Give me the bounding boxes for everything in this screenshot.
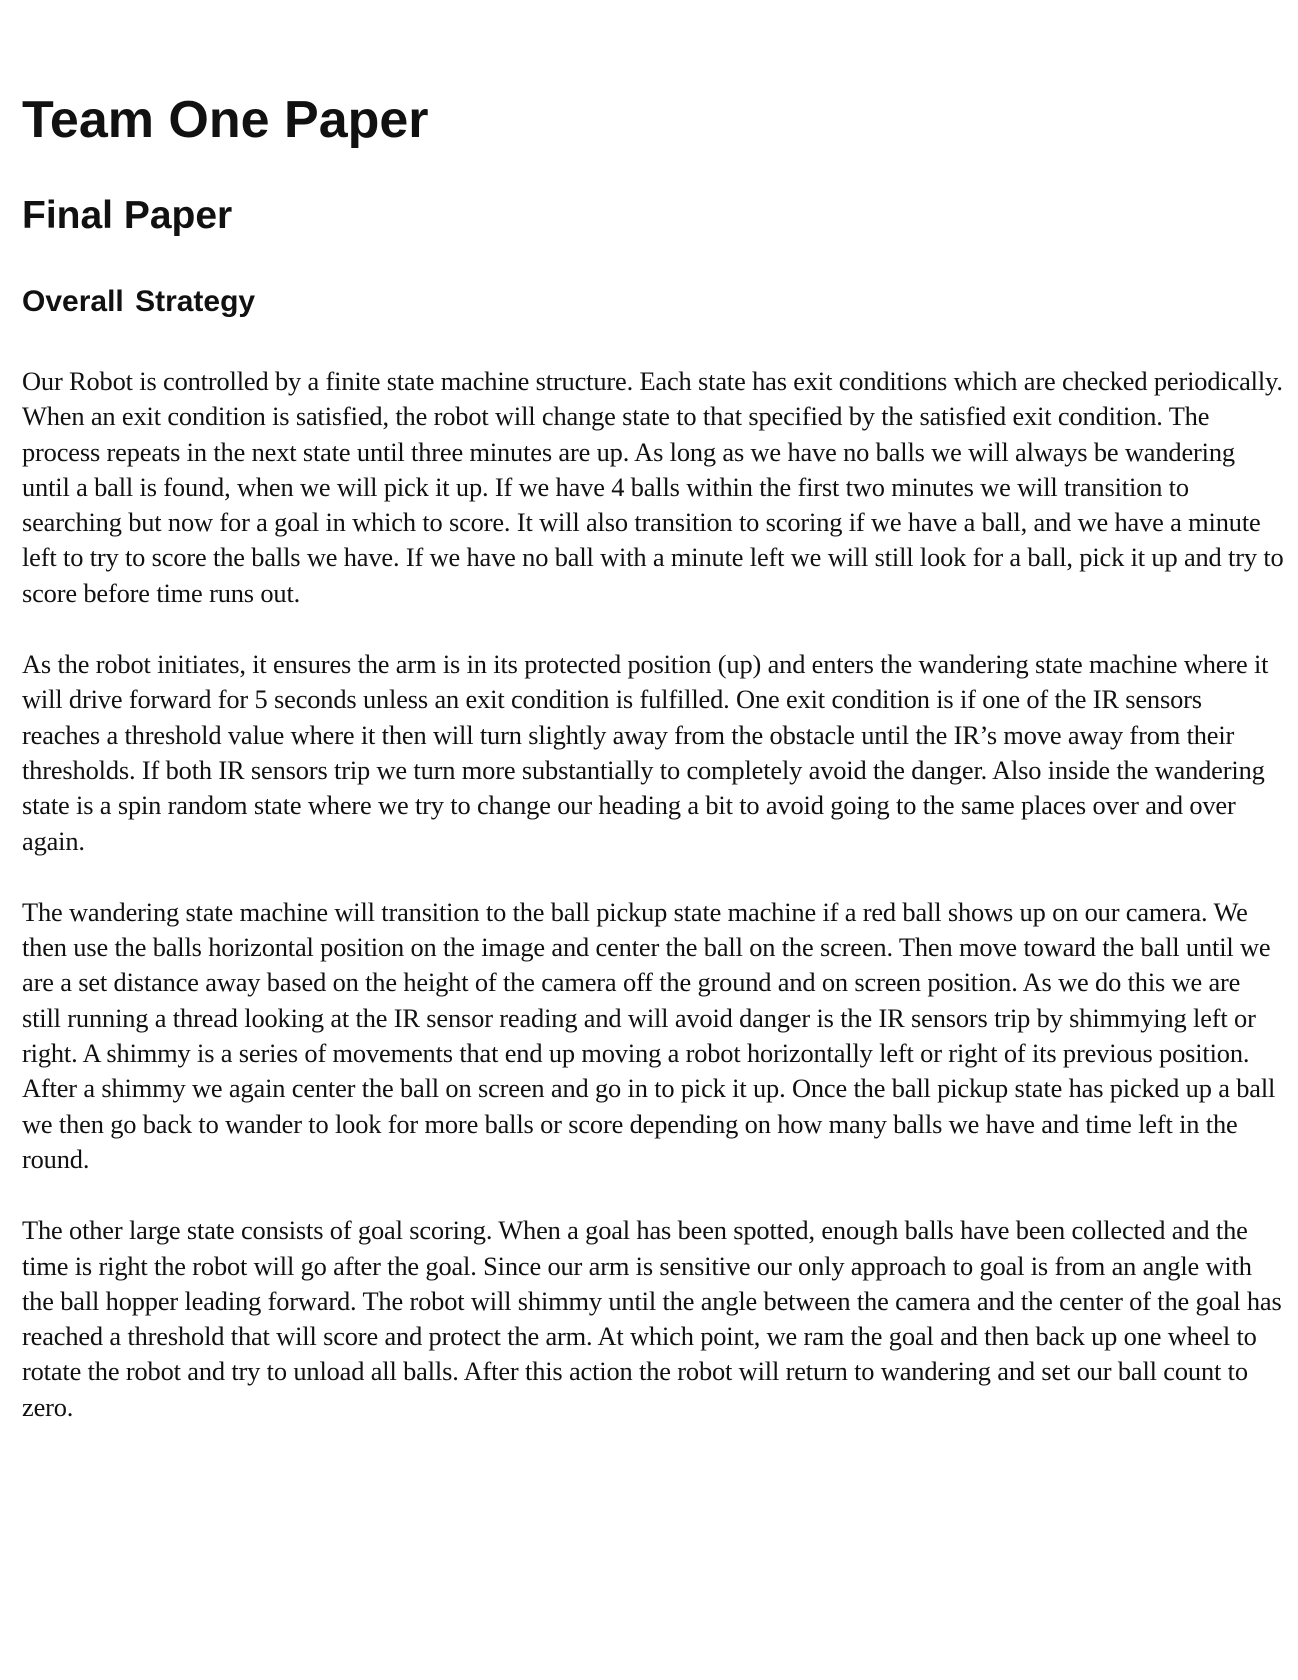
paragraph-1: Our Robot is controlled by a finite state machine structure. Each state has exit conditions which are checked periodically. When an exit condition is satisfied, the robot will change state to that specified by the satisfied exit condition. The process repeats in the next state until three minutes are up. As long as we have no balls we will always be wandering until a ball is found, when we will pick it up. If we have 4 balls within the first two minutes we will transition to searching but now for a goal in which to score. It will also transition to scoring if we have a ball, and we have a minute left to try to score the balls we have. If we have no ball with a minute left we will still look for a ball, pick it up and try to score before time runs out. (22, 366, 1284, 608)
document-subtitle: Final Paper (22, 194, 233, 237)
paragraph-4: The other large state consists of goal scoring. When a goal has been spotted, enough balls have been collected and the time is right the robot will go after the goal. Since our arm is sensitive our only approach to goal is from an angle with the ball hopper leading forward. The robot will shimmy until the angle between the camera and the center of the goal has reached a threshold that will score and protect the arm. At which point, we ram the goal and then back up one wheel to rotate the robot and try to unload all balls. After this action the robot will return to wandering and set our ball count to zero. (22, 1215, 1282, 1422)
document-title: Team One Paper (22, 91, 429, 149)
paragraph-2: As the robot initiates, it ensures the arm is in its protected position (up) and enters the wandering state machine where it will drive forward for 5 seconds unless an exit condition is fulfilled. One exit condition is if one of the IR sensors reaches a threshold value where it then will turn slightly away from the obstacle until the IR’s move away from their thresholds. If both IR sensors trip we turn more substantially to completely avoid the danger. Also inside the wandering state is a spin random state where we try to change our heading a bit to avoid going to the same places over and over again. (22, 649, 1269, 856)
paragraph-3: The wandering state machine will transition to the ball pickup state machine if a red ball shows up on our camera. We then use the balls horizontal position on the image and center the ball on the screen. Then move toward the ball until we are a set distance away based on the height of the camera off the ground and on screen position. As we do this we are still running a thread looking at the IR sensor reading and will avoid danger is the IR sensors trip by shimmying left or right. A shimmy is a series of movements that end up moving a robot horizontally left or right of its previous position. After a shimmy we again center the ball on screen and go in to pick it up. Once the ball pickup state has picked up a ball we then go back to wander to look for more balls or score depending on how many balls we have and time left in the round. (22, 896, 1276, 1174)
section-heading: Overall Strategy (22, 285, 256, 318)
body-text (22, 364, 1284, 1461)
